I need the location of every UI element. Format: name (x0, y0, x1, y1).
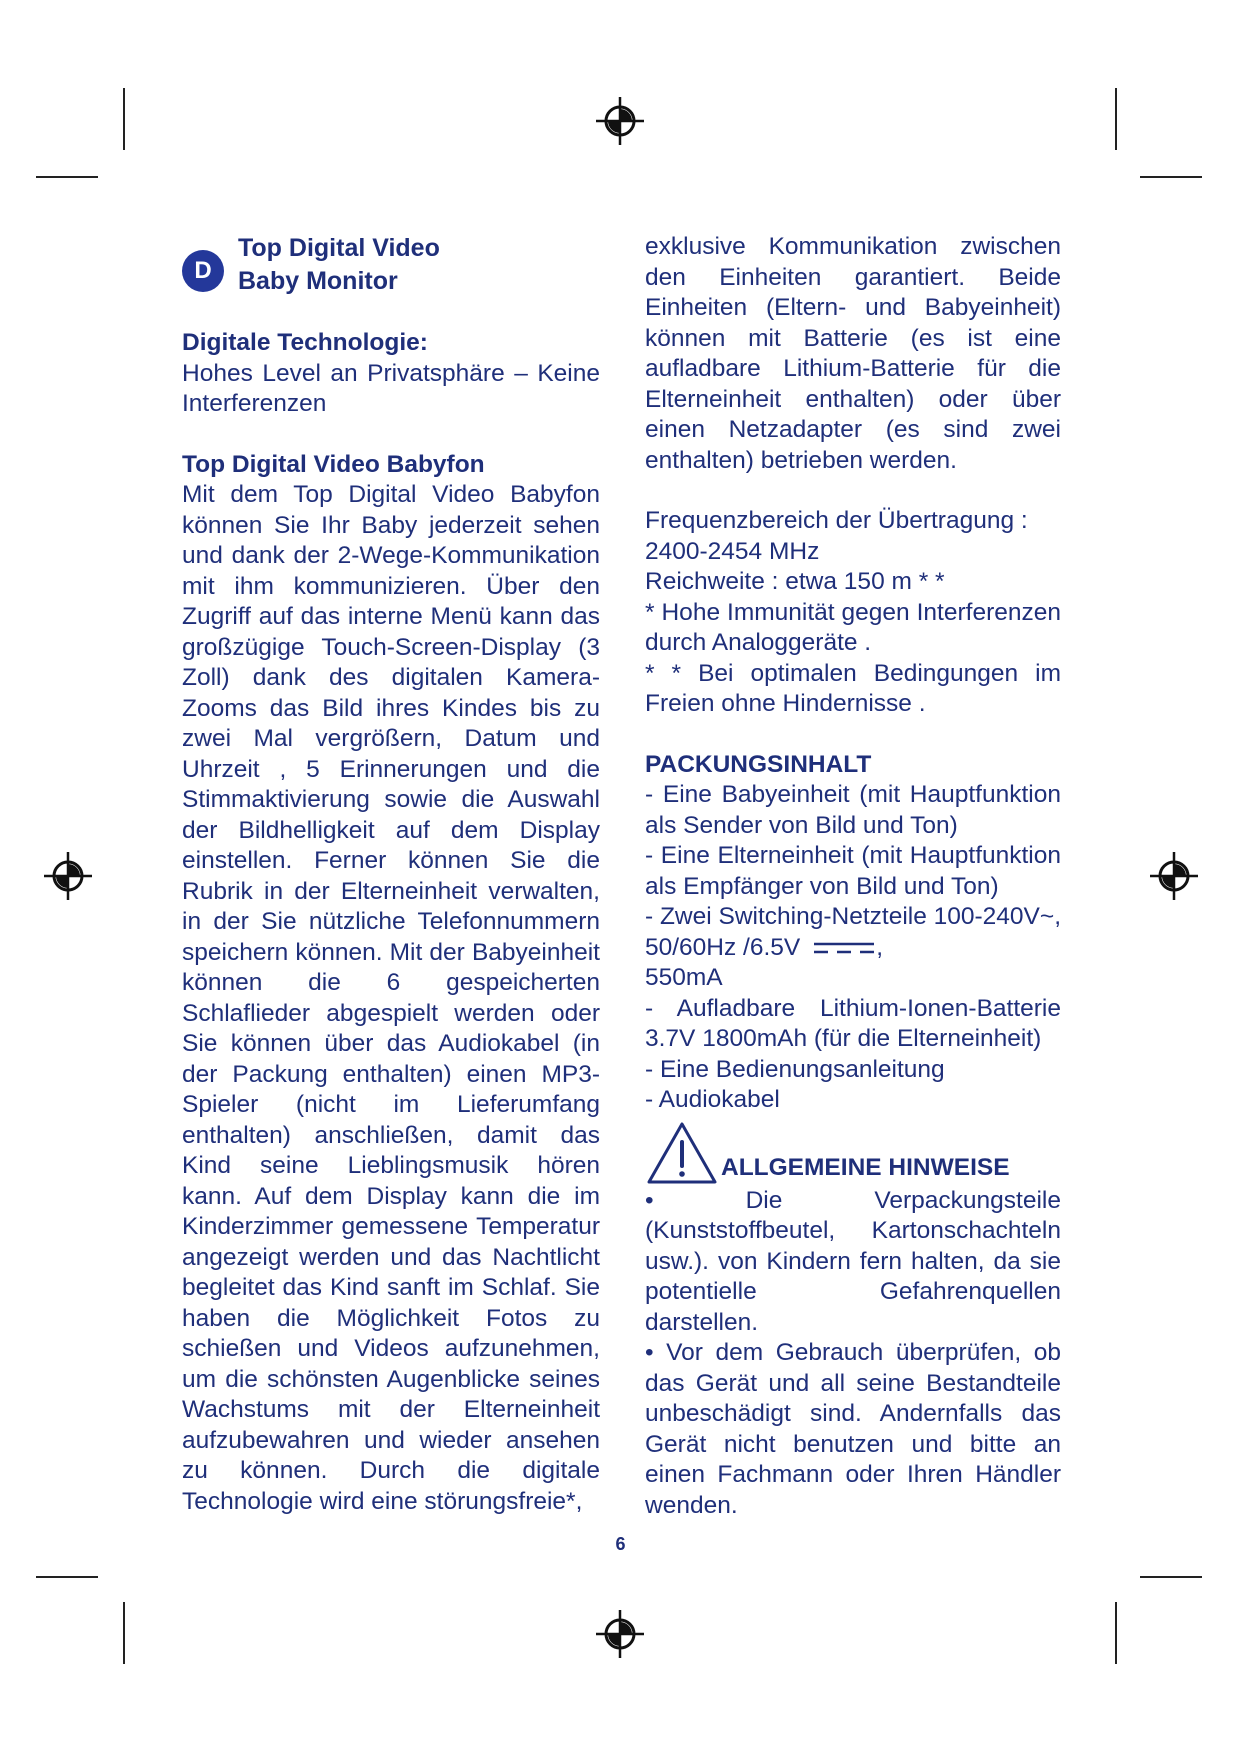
package-item: - Audiokabel (645, 1086, 780, 1113)
registration-mark-icon (594, 1608, 646, 1660)
package-item: - Eine Babyeinheit (mit Hauptfunktion als Sender von Bild und Ton) (645, 781, 1061, 839)
package-item: - Eine Bedienungsanleitung (645, 1055, 945, 1083)
crop-mark (36, 176, 98, 178)
registration-mark-icon (1148, 850, 1200, 902)
crop-mark (1140, 176, 1202, 178)
registration-mark-icon (42, 850, 94, 902)
warning-item: • Vor dem Gebrauch überprüfen, ob das Gerät und all seine Bestandteile unbeschädigt sind. Andernfalls das Gerät nicht benutzen und bitte an einen Fachmann oder Ihren Händler wenden. (645, 1339, 1061, 1519)
psu-comma: , (876, 933, 884, 961)
crop-mark (36, 1576, 98, 1578)
psu-text: - Zwei Switching-Netzteile 100-240V~, 50/60Hz /6.5V (645, 903, 1062, 961)
dc-current-icon (814, 941, 874, 955)
language-badge: D (182, 250, 224, 292)
warning-header (645, 1120, 1061, 1186)
product-title-line-2: Baby Monitor (238, 267, 398, 295)
warning-triangle-icon (645, 1120, 719, 1186)
psu-current: 550mA (645, 964, 723, 991)
crop-mark (1115, 88, 1117, 150)
left-column (182, 232, 600, 1517)
frequency-value: 2400-2454 MHz (645, 537, 820, 565)
registration-mark-icon (594, 95, 646, 147)
crop-mark (123, 1602, 125, 1664)
right-column (645, 232, 1061, 1521)
footnote: * * Bei optimalen Bedingungen im Freien ohne Hindernisse . (645, 659, 1061, 717)
section-heading: Top Digital Video Babyfon (182, 450, 485, 478)
crop-mark (123, 88, 125, 150)
package-item: - Eine Elterneinheit (mit Hauptfunktion als Empfänger von Bild und Ton) (645, 842, 1061, 900)
package-heading: PACKUNGSINHALT (645, 750, 872, 778)
package-item: - Aufladbare Lithium-Ionen-Batterie 3.7V 1800mAh (für die Elterneinheit) (645, 994, 1061, 1052)
warning-heading: ALLGEMEINE HINWEISE (721, 1154, 1010, 1181)
range-text: Reichweite : etwa 150 m * * (645, 568, 945, 595)
product-title-line-1: Top Digital Video (238, 234, 440, 262)
section-heading: Digitale Technologie: (182, 329, 428, 356)
footnote: * Hohe Immunität gegen Interferenzen durch Analoggeräte . (645, 598, 1061, 656)
section-body: Mit dem Top Digital Video Babyfon können Sie Ihr Baby jederzeit sehen und dank der 2-Wege-Kommunikation mit ihm kommunizieren. Über den Zugriff auf das interne Menü kann das großzügige Touch-Screen-Display (3 Zoll) dank des digitalen Kamera-Zooms das Bild ihres Kindes bis zu zwei Mal vergrößern, Datum und Uhrzeit , 5 Erinnerungen und die Stimmaktivierung sowie die Auswahl der Bildhelligkeit auf dem Display einstellen. Ferner können Sie die Rubrik in der Elterneinheit verwalten, in der Sie nützliche Telefonnummern speichern können. Mit der Babyeinheit können die 6 gespeicherten Schlaflieder abgespielt werden oder Sie können über das Audiokabel (in der Packung enthalten) einen MP3-Spieler (nicht im Lieferumfang enthalten) anschließen, damit das Kind seine Lieblingsmusik hören kann. Auf dem Display kann die im Kinderzimmer gemessene Temperatur angezeigt werden und das Nachtlicht begleitet das Kind sanft im Schlaf. Sie haben die Möglichkeit Fotos zu schießen und Videos aufzunehmen, um die schönsten Augenblicke seines Wachstums mit der Elterneinheit aufzubewahren und wieder ansehen zu können. Durch die digitale Technologie wird eine störungsfreie*, (182, 481, 600, 1515)
frequency-label: Frequenzbereich der Übertragung : (645, 507, 1028, 534)
continued-paragraph: exklusive Kommunikation zwischen den Einheiten garantiert. Beide Einheiten (Eltern- und Babyeinheit) können mit Batterie (es ist eine aufladbare Lithium-Batterie für die Elterneinheit enthalten) oder über einen Netzadapter (es sind zwei enthalten) betrieben werden. (645, 233, 1061, 474)
product-title (238, 232, 440, 298)
crop-mark (1140, 1576, 1202, 1578)
package-item-psu (645, 902, 1061, 994)
section-body: Hohes Level an Privatsphäre – Keine Interferenzen (182, 359, 600, 417)
page-number: 6 (615, 1534, 626, 1554)
title-block (182, 232, 600, 298)
crop-mark (1115, 1602, 1117, 1664)
warning-item: • Die Verpackungsteile (Kunststoffbeutel, Kartonschachteln usw.). von Kindern fern halten, da sie potentielle Gefahrenquellen darstellen. (645, 1186, 1061, 1336)
